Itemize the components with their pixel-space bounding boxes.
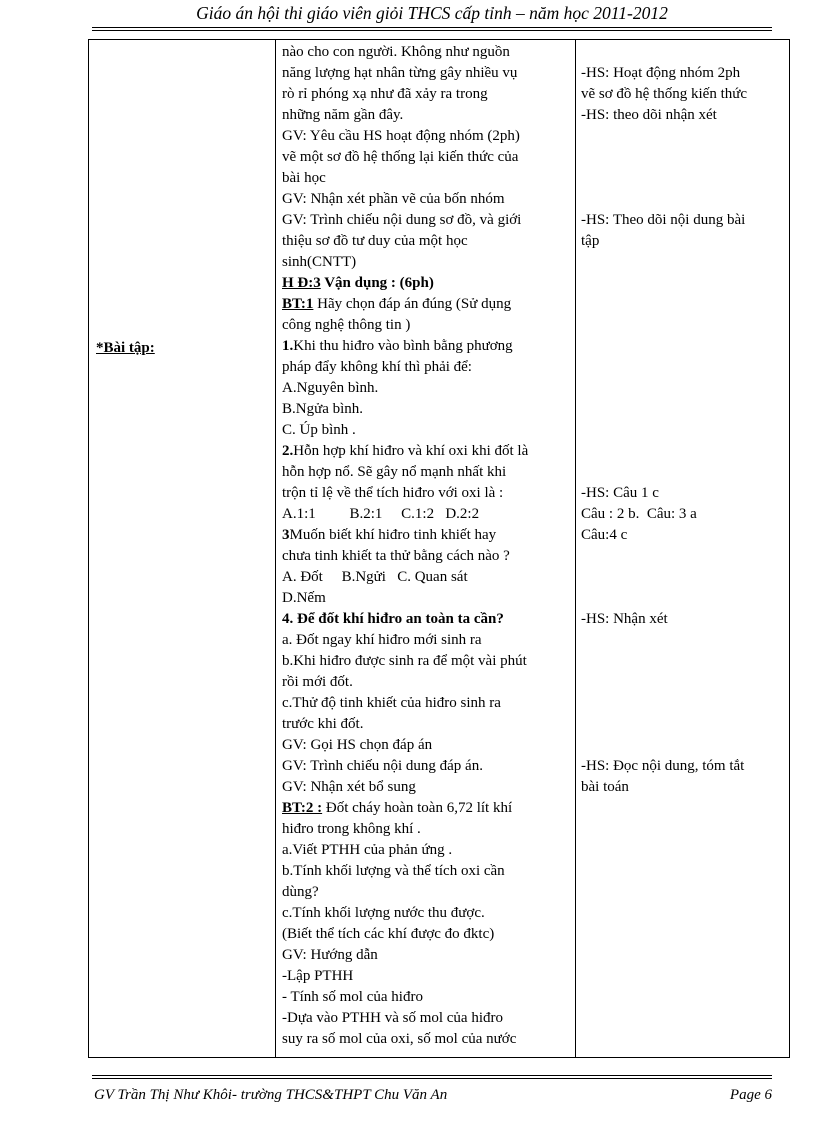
question-3: 3Muốn biết khí hiđro tinh khiết hay: [282, 527, 497, 543]
text-line: [581, 798, 787, 819]
text-line: -Lập PTHH: [282, 968, 354, 984]
text-line: A. Đốt B.Ngửi C. Quan sát: [282, 569, 468, 585]
teacher-activity-column: [282, 42, 572, 1050]
exercise-2-heading-prefix: BT:2 :: [282, 800, 323, 816]
text-line: [581, 399, 787, 420]
text-line: [581, 126, 787, 147]
text-line: năng lượng hạt nhân từng gây nhiều vụ: [282, 65, 518, 81]
text-line: [581, 336, 787, 357]
exercise-2-heading: BT:2 : Đốt cháy hoàn toàn 6,72 lít khí: [282, 800, 513, 816]
text-line: vẽ một sơ đồ hệ thống lại kiến thức của: [282, 149, 519, 165]
text-line: công nghệ thông tin ): [282, 317, 411, 333]
text-line: [581, 441, 787, 462]
text-line: bài toán: [581, 779, 629, 795]
footer-rule-thick: [92, 1078, 772, 1079]
text-line: dùng?: [282, 884, 319, 900]
text-line: GV: Yêu cầu HS hoạt động nhóm (2ph): [282, 128, 520, 144]
text-line: c.Thử độ tinh khiết của hiđro sinh ra: [282, 695, 501, 711]
exercise-label: *Bài tập:: [96, 340, 155, 356]
text-line: D.Nếm: [282, 590, 326, 606]
student-activity-column: [581, 42, 787, 1050]
text-line: [581, 462, 787, 483]
text-line: [581, 567, 787, 588]
text-line: [581, 882, 787, 903]
text-line: [581, 588, 787, 609]
text-line: nào cho con người. Không như nguồn: [282, 44, 510, 60]
text-line: -HS: theo dõi nhận xét: [581, 107, 717, 123]
text-line: GV: Nhận xét bổ sung: [282, 779, 416, 795]
text-line: [581, 630, 787, 651]
text-line: [581, 840, 787, 861]
text-line: vẽ sơ đồ hệ thống kiến thức: [581, 86, 748, 102]
column-divider-2: [575, 39, 576, 1058]
text-line: [581, 924, 787, 945]
footer-author: GV Trần Thị Như Khôi- trường THCS&THPT Chu Văn An: [94, 1087, 448, 1103]
text-line: -HS: Nhận xét: [581, 611, 668, 627]
text-line: sinh(CNTT): [282, 254, 357, 270]
question-3-prefix: 3: [282, 527, 290, 543]
text-line: pháp đẩy không khí thì phải để:: [282, 359, 472, 375]
text-line: thiệu sơ đồ tư duy của một học: [282, 233, 468, 249]
text-line: C. Úp bình .: [282, 422, 356, 438]
text-line: [581, 735, 787, 756]
text-line: [581, 714, 787, 735]
text-line: b.Tính khối lượng và thể tích oxi cần: [282, 863, 505, 879]
text-line: bài học: [282, 170, 326, 186]
question-1: 1.Khi thu hiđro vào bình bằng phương: [282, 338, 513, 354]
text-line: suy ra số mol của oxi, số mol của nước: [282, 1031, 517, 1047]
text-line: [581, 420, 787, 441]
section-heading-hd3-prefix: H Đ:3: [282, 275, 321, 291]
text-line: A.1:1 B.2:1 C.1:2 D.2:2: [282, 506, 480, 522]
question-1-prefix: 1.: [282, 338, 294, 354]
text-line: [581, 357, 787, 378]
text-line: -HS: Theo dõi nội dung bài: [581, 212, 746, 228]
text-line: [581, 651, 787, 672]
text-line: [581, 252, 787, 273]
text-line: [581, 315, 787, 336]
text-line: hỗn hợp nổ. Sẽ gây nổ mạnh nhất khi: [282, 464, 507, 480]
text-line: GV: Gọi HS chọn đáp án: [282, 737, 433, 753]
exercise-1-heading: BT:1 Hãy chọn đáp án đúng (Sử dụng: [282, 296, 512, 312]
text-line: - Tính số mol của hiđro: [282, 989, 423, 1005]
text-line: [581, 966, 787, 987]
exercise-1-heading-prefix: BT:1: [282, 296, 314, 312]
text-line: [581, 42, 787, 63]
text-line: (Biết thể tích các khí được đo đktc): [282, 926, 495, 942]
text-line: GV: Nhận xét phần vẽ của bốn nhóm: [282, 191, 505, 207]
page-number: Page 6: [729, 1087, 772, 1103]
text-line: [581, 147, 787, 168]
text-line: trước khi đốt.: [282, 716, 364, 732]
page-header: Giáo án hội thi giáo viên giỏi THCS cấp tỉnh – năm học 2011-2012: [196, 3, 668, 23]
text-line: [581, 189, 787, 210]
text-line: A.Nguyên bình.: [282, 380, 379, 396]
text-line: [581, 693, 787, 714]
footer-rule-thin: [92, 1075, 772, 1076]
text-line: a.Viết PTHH của phản ứng .: [282, 842, 453, 858]
section-heading-hd3: H Đ:3 Vận dụng : (6ph): [282, 275, 434, 291]
question-4: 4. Để đốt khí hiđro an toàn ta cần?: [282, 611, 504, 627]
text-line: [581, 987, 787, 1008]
text-line: chưa tinh khiết ta thử bằng cách nào ?: [282, 548, 510, 564]
text-line: b.Khi hiđro được sinh ra để một vài phút: [282, 653, 527, 669]
text-line: [581, 819, 787, 840]
text-line: [581, 378, 787, 399]
text-line: B.Ngửa bình.: [282, 401, 364, 417]
text-line: Câu:4 c: [581, 527, 628, 543]
text-line: -HS: Hoạt động nhóm 2ph: [581, 65, 741, 81]
header-rule-thin: [92, 30, 772, 31]
text-line: [581, 294, 787, 315]
question-2-prefix: 2.: [282, 443, 294, 459]
text-line: [581, 861, 787, 882]
text-line: GV: Hướng dẫn: [282, 947, 378, 963]
text-line: GV: Trình chiếu nội dung đáp án.: [282, 758, 483, 774]
text-line: rồi mới đốt.: [282, 674, 353, 690]
text-line: rò rỉ phóng xạ như đã xảy ra trong: [282, 86, 488, 102]
text-line: [581, 903, 787, 924]
text-line: c.Tính khối lượng nước thu được.: [282, 905, 485, 921]
text-line: [581, 273, 787, 294]
text-line: [581, 672, 787, 693]
text-line: hiđro trong không khí .: [282, 821, 421, 837]
text-line: -Dựa vào PTHH và số mol của hiđro: [282, 1010, 504, 1026]
text-line: a. Đốt ngay khí hiđro mới sinh ra: [282, 632, 482, 648]
text-line: -HS: Câu 1 c: [581, 485, 659, 501]
question-2: 2.Hỗn hợp khí hiđro và khí oxi khi đốt là: [282, 443, 529, 459]
header-rule-thick: [92, 27, 772, 28]
text-line: GV: Trình chiếu nội dung sơ đồ, và giới: [282, 212, 522, 228]
text-line: -HS: Đọc nội dung, tóm tắt: [581, 758, 745, 774]
text-line: [581, 1029, 787, 1050]
text-line: [581, 168, 787, 189]
text-line: [581, 546, 787, 567]
text-line: tập: [581, 233, 600, 249]
text-line: Câu : 2 b. Câu: 3 a: [581, 506, 697, 522]
column-divider-1: [275, 39, 276, 1058]
text-line: [581, 1008, 787, 1029]
text-line: [581, 945, 787, 966]
text-line: những năm gần đây.: [282, 107, 404, 123]
text-line: trộn tỉ lệ về thể tích hiđro với oxi là :: [282, 485, 504, 501]
